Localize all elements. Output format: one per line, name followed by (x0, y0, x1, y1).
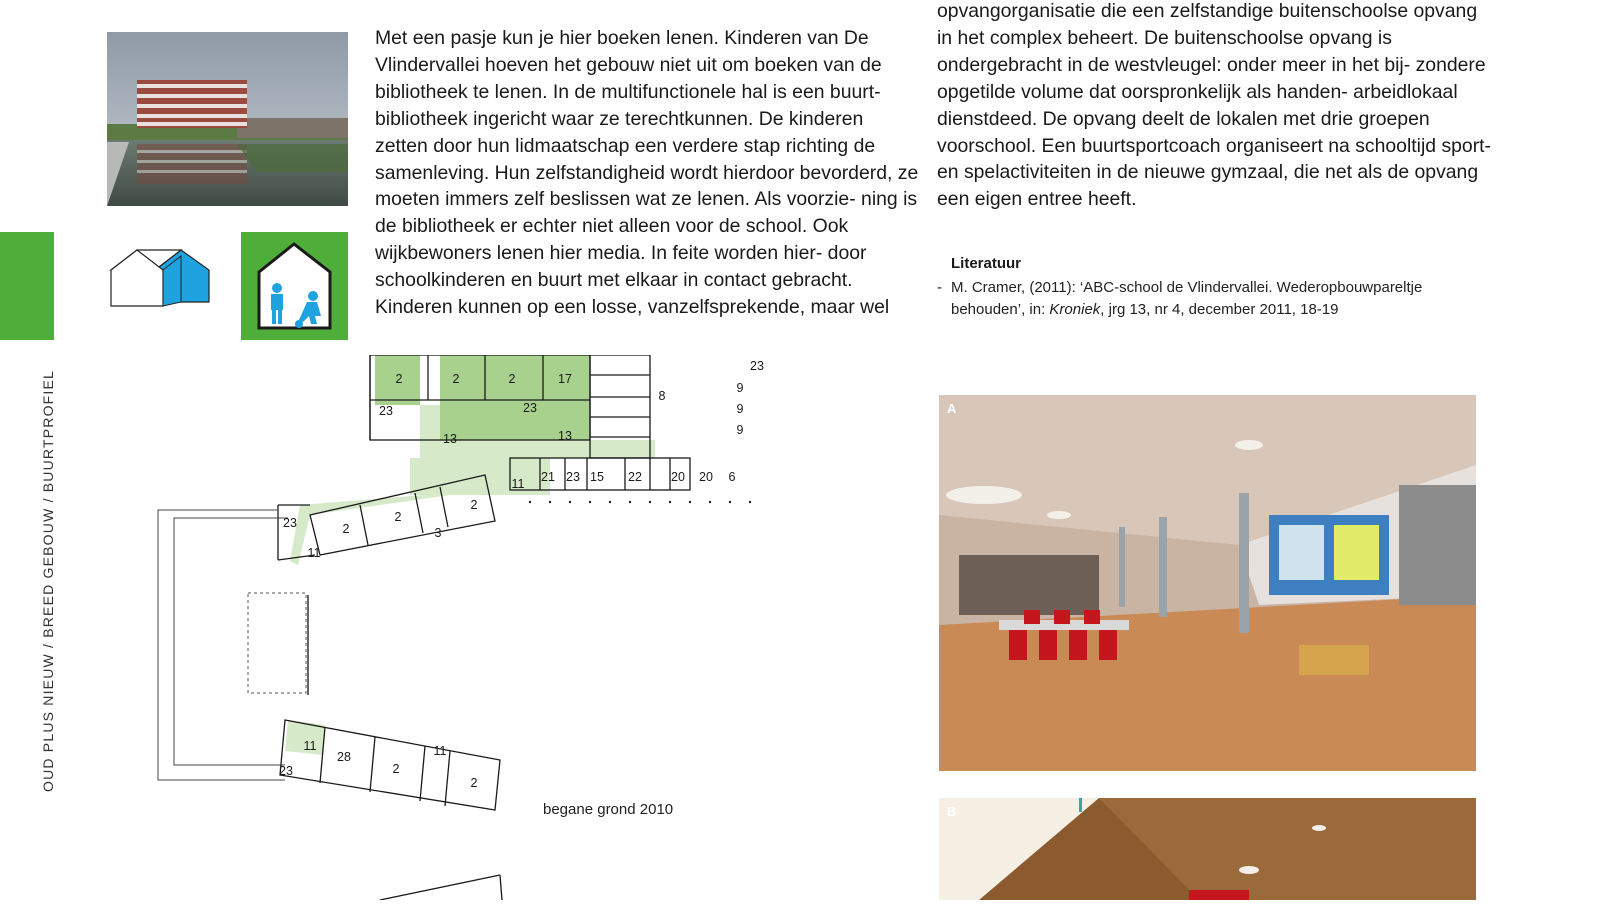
room-label: 13 (443, 432, 457, 446)
room-label: 28 (337, 750, 351, 764)
room-label: 9 (736, 423, 744, 437)
house-children-icon (241, 232, 348, 340)
room-label: 23 (279, 764, 293, 778)
room-label: 20 (699, 470, 713, 484)
room-label: 9 (736, 402, 744, 416)
room-label: 2 (470, 498, 478, 512)
body-text-right (937, 0, 1492, 213)
room-label: 23 (523, 401, 537, 415)
plan-caption: begane grond 2010 (543, 801, 674, 818)
room-label: 2 (392, 762, 400, 776)
interior-photo-b (939, 798, 1476, 900)
list-dash: - (937, 279, 942, 296)
citation-journal: Kroniek (1049, 300, 1101, 318)
citation-text: M. Cramer, (2011): ‘ABC-school de Vlindervallei. Wederopbouwpareltje behouden’, in: (951, 279, 1423, 318)
room-label: 6 (728, 470, 736, 484)
body-text-middle (375, 25, 920, 321)
room-label: 2 (470, 776, 478, 790)
room-label: 20 (671, 470, 685, 484)
running-head: OUD PLUS NIEUW / BREED GEBOUW / BUURTPROFIEL (40, 369, 56, 792)
room-label: 11 (511, 477, 525, 491)
citation-details: , jrg 13, nr 4, december 2011, 18-19 (1100, 300, 1339, 318)
room-label: 2 (395, 372, 403, 386)
paragraph: opvangorganisatie die een zelfstandige buitenschoolse opvang in het complex beheert. De buitenschoolse opvang is ondergebracht in de westvleugel: onder meer in het bij- zondere opgetilde volume dat oorspronkelijk als handen- arbeidlokaal dienstdeed. De opvang deelt de lokalen met drie groepen voorschool. Een buurtsportcoach organiseert na schooltijd sport- en spelactiviteiten in de nieuwe gymzaal, die net als de opvang een eigen entree heeft. (937, 0, 1492, 211)
room-label: 21 (541, 470, 555, 484)
photo-letter-a: A (947, 401, 957, 416)
exterior-photo (107, 32, 348, 206)
literature-entry (937, 277, 1482, 320)
room-label: 2 (394, 510, 402, 524)
room-label: 11 (307, 546, 321, 560)
room-label: 11 (433, 744, 447, 758)
green-side-tab (0, 232, 54, 340)
house-outline-icon (107, 244, 213, 314)
floor-plan (150, 355, 830, 900)
room-label: 15 (590, 470, 604, 484)
room-label: 8 (658, 389, 666, 403)
room-label: 2 (342, 522, 350, 536)
room-label: 11 (303, 739, 317, 753)
room-label: 17 (558, 372, 572, 386)
room-label: 23 (379, 404, 393, 418)
paragraph: Met een pasje kun je hier boeken lenen. Kinderen van De Vlindervallei hoeven het gebouw niet uit om boeken van de bibliotheek te lenen. In de multifunctionele hal is een buurt- bibliotheek ingericht waar ze terechtkunnen. De kinderen zetten door hun lidmaatschap een verdere stap richting de samenleving. Hun zelfstandigheid wordt hierdoor bevorderd, ze moeten immers zelf beslissen wat ze lenen. Als voorzie- ning is de bibliotheek er echter niet alleen voor de school. Ook wijkbewoners lenen hier media. In feite worden hier- door schoolkinderen en buurt met elkaar in contact gebracht. Kinderen kunnen op een losse, vanzelfsprekende, maar wel (375, 27, 919, 319)
room-label: 13 (558, 429, 572, 443)
literature-heading: Literatuur (951, 255, 1022, 272)
room-label: 3 (434, 526, 442, 540)
room-label: 23 (566, 470, 580, 484)
room-label: 9 (736, 381, 744, 395)
photo-letter-b: B (947, 804, 957, 819)
room-label: 23 (750, 359, 764, 373)
room-label: 2 (452, 372, 460, 386)
room-label: 2 (508, 372, 516, 386)
interior-photo-a (939, 395, 1476, 771)
room-label: 23 (283, 516, 297, 530)
room-label: 22 (628, 470, 642, 484)
